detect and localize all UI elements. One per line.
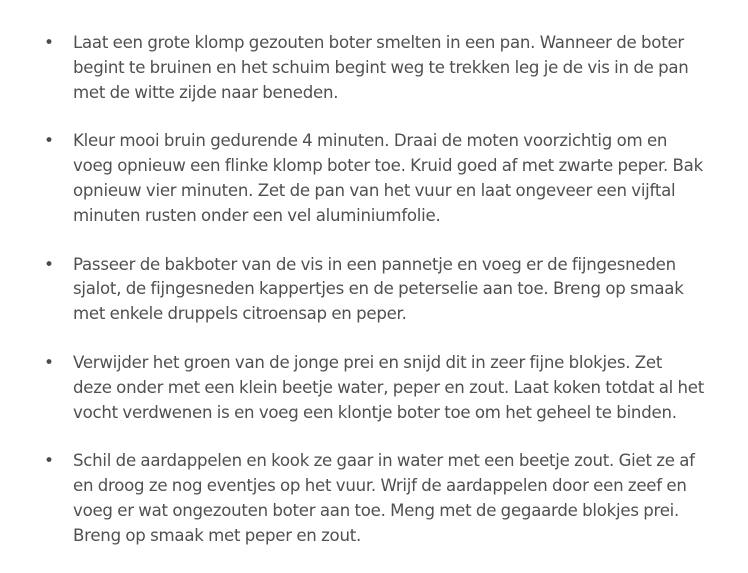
- step-line: voeg opnieuw een flinke klomp boter toe. Kruid goed af met zwarte peper. Bak: [73, 156, 703, 176]
- step-text: [73, 129, 745, 228]
- step-line: Schil de aardappelen en kook ze gaar in water met een beetje zout. Giet ze af: [73, 451, 695, 471]
- step-line: vocht verdwenen is en voeg een klontje boter toe om het geheel te binden.: [73, 402, 677, 422]
- step-line: begint te bruinen en het schuim begint weg te trekken leg je de vis in de pan: [73, 57, 689, 77]
- step-text: [73, 351, 745, 425]
- step-text: [73, 253, 745, 327]
- step-line: sjalot, de fijngesneden kappertjes en de peterselie aan toe. Breng op smaak: [73, 279, 684, 299]
- list-item-step-3: [0, 253, 748, 327]
- step-line: Kleur mooi bruin gedurende 4 minuten. Draai de moten voorzichtig om en: [73, 131, 668, 151]
- step-line: voeg er wat ongezouten boter aan toe. Meng met de gegaarde blokjes prei.: [73, 500, 680, 520]
- bullet-icon: •: [44, 131, 55, 152]
- list-item-step-1: [0, 31, 748, 105]
- step-line: met enkele druppels citroensap en peper.: [73, 304, 407, 324]
- bullet-icon: •: [44, 254, 55, 275]
- bullet-icon: •: [44, 451, 55, 472]
- step-line: deze onder met een klein beetje water, peper en zout. Laat koken totdat al het: [73, 377, 705, 397]
- step-line: minuten rusten onder een vel aluminiumfolie.: [73, 205, 441, 225]
- step-line: Laat een grote klomp gezouten boter smelten in een pan. Wanneer de boter: [73, 33, 684, 52]
- bullet-icon: •: [44, 352, 55, 373]
- step-text: [73, 449, 745, 548]
- step-line: Verwijder het groen van de jonge prei en snijd dit in zeer fijne blokjes. Zet: [73, 352, 663, 372]
- step-text: [73, 31, 745, 105]
- step-line: opnieuw vier minuten. Zet de pan van het vuur en laat ongeveer een vijftal: [73, 180, 676, 200]
- list-item-step-5: [0, 449, 748, 548]
- step-line: Breng op smaak met peper en zout.: [73, 525, 362, 545]
- step-line: met de witte zijde naar beneden.: [73, 82, 339, 102]
- recipe-steps-list: [0, 31, 748, 573]
- list-item-step-4: [0, 351, 748, 425]
- step-line: en droog ze nog eventjes op het vuur. Wrijf de aardappelen door een zeef en: [73, 476, 687, 496]
- bullet-icon: •: [44, 33, 55, 53]
- step-line: Passeer de bakboter van de vis in een pannetje en voeg er de fijngesneden: [73, 254, 676, 274]
- list-item-step-2: [0, 129, 748, 228]
